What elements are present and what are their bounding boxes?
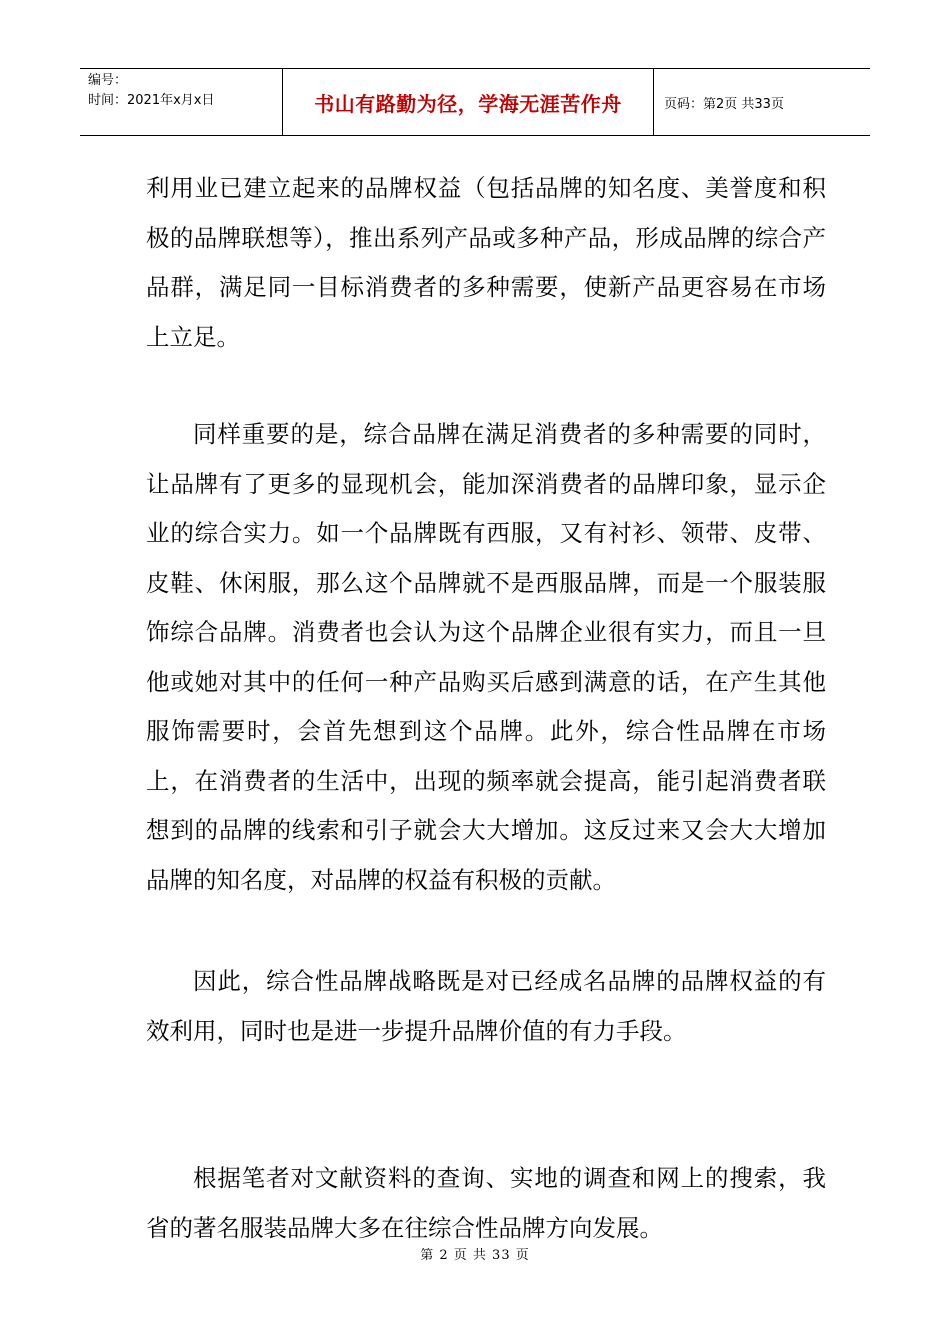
paragraph-1: 利用业已建立起来的品牌权益（包括品牌的知名度、美誉度和积极的品牌联想等），推出系列产品或多种产品，形成品牌的综合产品群，满足同一目标消费者的多种需要，使新产品更容易在市场上立足。: [146, 174, 826, 351]
paragraph-2: 同样重要的是，综合品牌在满足消费者的多种需要的同时，让品牌有了更多的显现机会，能加深消费者的品牌印象，显示企业的综合实力。如一个品牌既有西服，又有衬衫、领带、皮带、皮鞋、休闲服，那么这个品牌就不是西服品牌，而是一个服装服饰综合品牌。消费者也会认为这个品牌企业很有实力，而且一旦他或她对其中的任何一种产品购买后感到满意的话，在产生其他服饰需要时，会首先想到这个品牌。此外，综合性品牌在市场上，在消费者的生活中，出现的频率就会提高，能引起消费者联想到的品牌的线索和引子就会大大增加。这反过来又会大大增加品牌的知名度，对品牌的权益有积极的贡献。: [146, 420, 826, 894]
number-label: 编号：: [88, 73, 128, 88]
document-body: [146, 164, 826, 1253]
paragraph-spacer: [146, 905, 826, 957]
header-meta: [80, 69, 283, 135]
header-motto: 书山有路勤为径，学海无涯苦作舟: [283, 69, 654, 135]
page-header: [80, 68, 870, 136]
header-page-info: 页码：第2页 共33页: [664, 96, 784, 112]
paragraph-4: 根据笔者对文献资料的查询、实地的调查和网上的搜索，我省的著名服装品牌大多在往综合性品牌方向发展。: [146, 1164, 826, 1242]
page-footer: 第 2 页 共 33 页: [420, 1248, 530, 1263]
paragraph-3: 因此，综合性品牌战略既是对已经成名品牌的品牌权益的有效利用，同时也是进一步提升品牌价值的有力手段。: [146, 967, 826, 1045]
paragraph-spacer: [146, 362, 826, 410]
paragraph-spacer: [146, 1056, 826, 1154]
time-label: 时间：2021年x月x日: [88, 93, 215, 108]
